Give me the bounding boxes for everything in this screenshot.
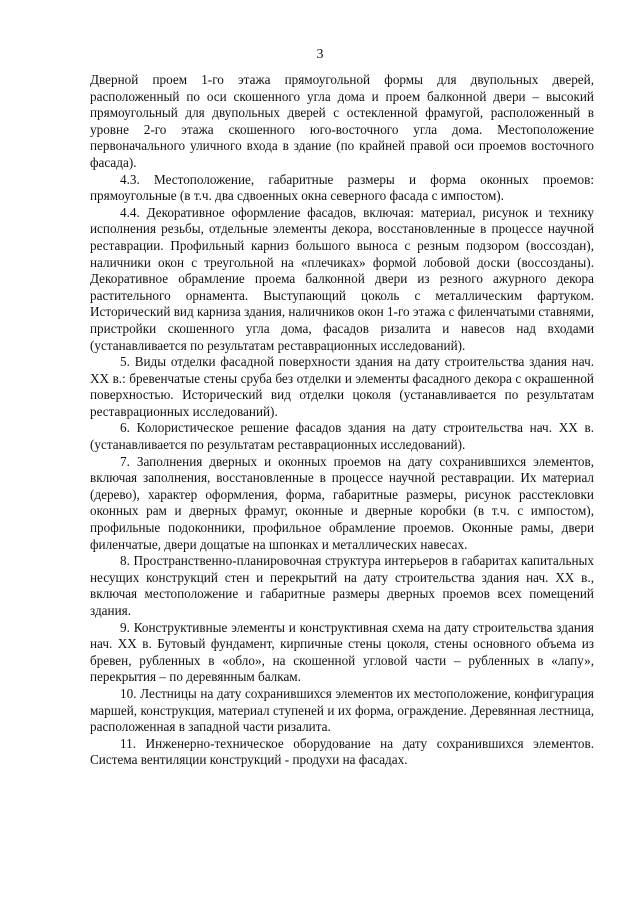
paragraph-4-4-facade-decoration: 4.4. Декоративное оформление фасадов, включая: материал, рисунок и технику исполнения резьбы, отдельные элементы декора, восстановленные в процессе научной реставрации. Профильный карниз большого выноса с резным подзором (воссоздан), наличники окон с треугольной на «плечиках» формой лобовой доски (воссозданы). Декоративное обрамление проема балконной двери из резного ажурного декора растительного орнамента. Выступающий цоколь с металлическим фартуком. Исторический вид карниза здания, наличников окон 1-го этажа с филенчатыми ставнями, пристройки скошенного угла дома, фасадов ризалита и навесов над входами (устанавливается по результатам реставрационных исследований). [90,204,595,353]
paragraph-entrance-openings: Дверной проем 1-го этажа прямоугольной формы для двупольных дверей, расположенный по оси скошенного угла дома и проем балконной двери – высокий прямоугольный для двупольных дверей с остекленной фрамугой, расположенный в уровне 2-го этажа скошенного юго-восточного угла дома. Местоположение первоначального уличного входа в здание (по крайней правой оси проемов восточного фасада). [90,72,594,170]
page-number: 3 [316,47,324,62]
paragraph-8-interior-layout: 8. Пространственно-планировочная структура интерьеров в габаритах капитальных несущих конструкций стен и перекрытий на дату строительства здания нач. XX в., включая местоположение и габаритные размеры дверных проемов всех помещений здания. [90,553,594,618]
paragraph-11-engineering-equipment: 11. Инженерно-техническое оборудование на дату сохранившихся элементов. Система вентиляции конструкций - продухи на фасадах. [90,735,594,768]
document-body [90,72,594,769]
paragraph-6-color-scheme: 6. Колористическое решение фасадов здания на дату строительства нач. XX в. (устанавливается по результатам реставрационных исследований). [90,420,594,453]
paragraph-7-door-window-fillings: 7. Заполнения дверных и оконных проемов на дату сохранившихся элементов, включая заполнения, восстановленные в процессе научной реставрации. Их материал (дерево), характер оформления, форма, габаритные размеры, рисунок расстекловки оконных рам и дверных фрамуг, оконные и дверные коробки (в т.ч. с импостом), профильные подоконники, профильное обрамление проемов. Оконные рамы, двери филенчатые, двери дощатые на шпонках и металлических навесах. [90,453,594,552]
paragraph-10-staircases: 10. Лестницы на дату сохранившихся элементов их местоположение, конфигурация маршей, конструкция, материал ступеней и их форма, ограждение. Деревянная лестница, расположенная в западной части ризалита. [90,685,594,735]
paragraph-9-structural-elements: 9. Конструктивные элементы и конструктивная схема на дату строительства здания нач. XX в. Бутовый фундамент, кирпичные стены цоколя, стены основного объема из бревен, рубленных в «обло», на скошенной угловой части – рубленных в «лапу», перекрытия – по деревянным балкам. [90,619,594,685]
paragraph-4-3-window-openings: 4.3. Местоположение, габаритные размеры и форма оконных проемов: прямоугольные (в т.ч. два сдвоенных окна северного фасада с импостом). [90,171,594,204]
paragraph-5-facade-finish: 5. Виды отделки фасадной поверхности здания на дату строительства здания нач. XX в.: бревенчатые стены сруба без отделки и элементы фасадного декора с окрашенной поверхностью. Исторический вид отделки цоколя (устанавливается по результатам реставрационных исследований). [90,354,594,419]
